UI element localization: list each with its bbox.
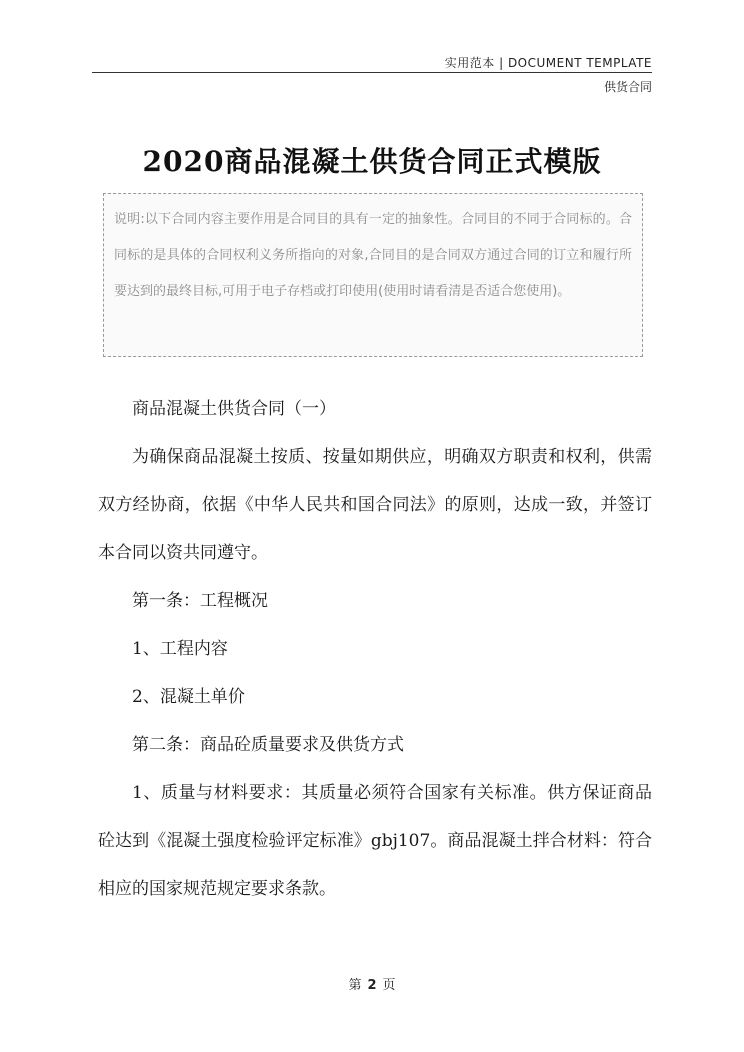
description-note-box: 说明:以下合同内容主要作用是合同目的具有一定的抽象性。合同目的不同于合同标的。合同标的是具体的合同权利义务所指向的对象,合同目的是合同双方通过合同的订立和履行所要达到的最终目标,可用于电子存档或打印使用(使用时请看清是否适合您使用)。 — [103, 193, 643, 357]
header-doc-template: 实用范本 | DOCUMENT TEMPLATE — [444, 56, 652, 70]
contract-heading: 商品混凝土供货合同（一） — [132, 399, 336, 419]
article-2-item-1: 1、质量与材料要求：其质量必须符合国家有关标准。供方保证商品砼达到《混凝土强度检验评定标准》gbj107。商品混凝土拌合材料：符合相应的国家规范规定要求条款。 — [98, 783, 652, 899]
page-footer — [0, 974, 744, 993]
intro-paragraph: 为确保商品混凝土按质、按量如期供应，明确双方职责和权利，供需双方经协商，依据《中华人民共和国合同法》的原则，达成一致，并签订本合同以资共同遵守。 — [98, 447, 652, 563]
header-divider — [92, 72, 652, 73]
page-number: 2 — [367, 978, 377, 993]
header-category: 供货合同 — [603, 80, 652, 94]
article-1-heading: 第一条：工程概况 — [132, 591, 268, 611]
page-prefix: 第 — [348, 978, 362, 993]
article-1-item-1: 1、工程内容 — [132, 639, 228, 659]
document-body — [98, 385, 652, 913]
page-suffix: 页 — [382, 978, 396, 993]
article-1-item-2: 2、混凝土单价 — [132, 687, 245, 707]
article-2-heading: 第二条：商品砼质量要求及供货方式 — [132, 735, 404, 755]
document-title: 2020商品混凝土供货合同正式模版 — [142, 145, 602, 178]
